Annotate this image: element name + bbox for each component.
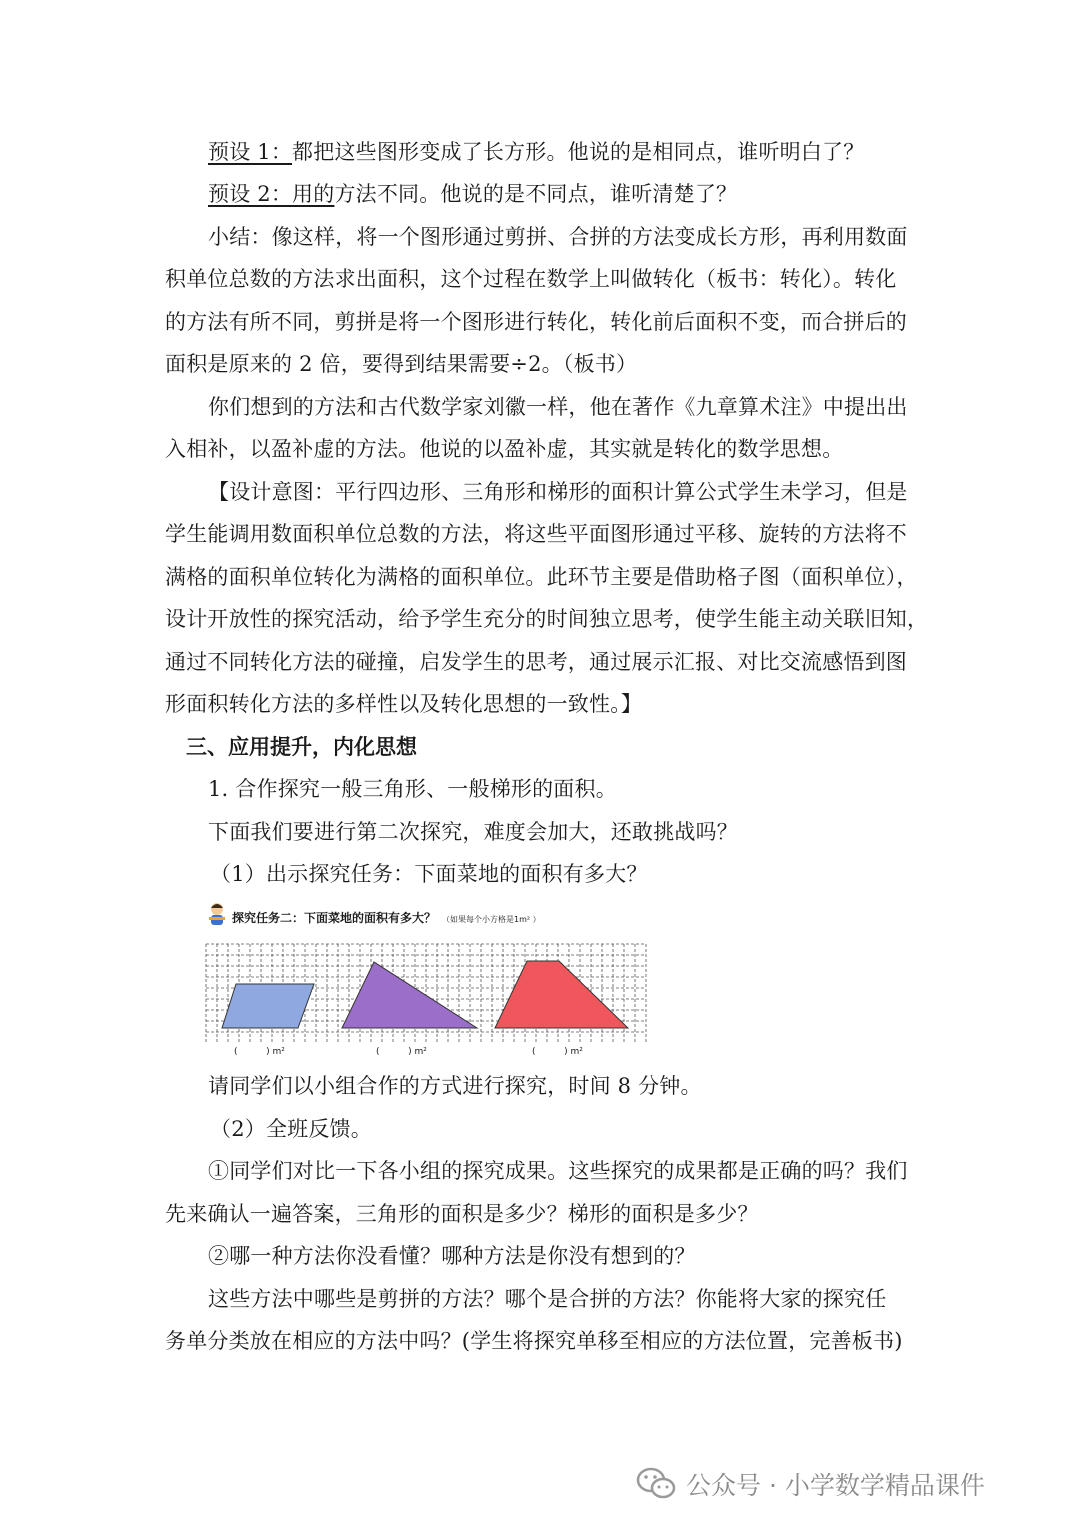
liuhui-line: 你们想到的方法和古代数学家刘徽一样，他在著作《九章算术注》中提出出 [208,395,908,419]
step-1: （1）出示探究任务：下面菜地的面积有多大？ [210,862,648,886]
figure-title-text: 探究任务二：下面菜地的面积有多大？ [232,911,437,925]
trapezoid-shape [495,961,628,1028]
preset-1-label: 预设 1： [208,140,293,164]
task-1: 1. 合作探究一般三角形、一般梯形的面积。 [208,777,617,801]
design-line: 通过不同转化方法的碰撞，启发学生的思考，通过展示汇报、对比交流感悟到图 [165,650,907,674]
exploration-figure [200,900,660,1065]
section-heading: 三、应用提升，内化思想 [186,735,417,759]
group-work: 请同学们以小组合作的方式进行探究，时间 8 分钟。 [208,1074,702,1098]
answer-blank: ( ) m² [376,1047,427,1057]
preset-2-label: 预设 2：用的 [208,182,335,206]
summary-line: 的方法有所不同，剪拼是将一个图形进行转化，转化前后面积不变，而合拼后的 [165,310,907,334]
preset-1 [208,137,920,167]
summary-line: 面积是原来的 2 倍，要得到结果需要÷2。（板书） [165,352,638,376]
liuhui-line: 入相补，以盈补虚的方法。他说的以盈补虚，其实就是转化的数学思想。 [165,437,844,461]
design-line: 满格的面积单位转化为满格的面积单位。此环节主要是借助格子图（面积单位）， [165,565,918,589]
preset-2-text: 方法不同。他说的是不同点，谁听清楚了？ [334,182,738,206]
compare-line: ①同学们对比一下各小组的探究成果。这些探究的成果都是正确的吗？我们 [208,1159,908,1183]
question-2: ②哪一种方法你没看懂？哪种方法是你没有想到的？ [208,1244,696,1268]
step-2: （2）全班反馈。 [210,1117,372,1141]
figure-title [232,909,541,926]
design-line: 设计开放性的探究活动，给予学生充分的时间独立思考，使学生能主动关联旧知， [165,607,929,631]
compare-line: 先来确认一遍答案，三角形的面积是多少？梯形的面积是多少？ [165,1202,759,1226]
design-line: 学生能调用数面积单位总数的方法，将这些平面图形通过平移、旋转的方法将不 [165,522,907,546]
classify-line: 务单分类放在相应的方法中吗？(学生将探究单移至相应的方法位置，完善板书) [165,1329,903,1353]
design-line: 形面积转化方法的多样性以及转化思想的一致性。】 [165,692,643,716]
watermark [636,1464,985,1504]
preset-1-text: 都把这些图形变成了长方形。他说的是相同点，谁听明白了？ [292,140,865,164]
summary-line: 小结：像这样，将一个图形通过剪拼、合拼的方法变成长方形，再利用数面 [208,225,908,249]
preset-2 [208,179,920,209]
classify-line: 这些方法中哪些是剪拼的方法？哪个是合拼的方法？你能将大家的探究任 [208,1287,887,1311]
student-icon [206,902,228,926]
answer-blank: ( ) m² [234,1047,285,1057]
watermark-text: 公众号 · 小学数学精品课件 [686,1471,985,1500]
wechat-icon [636,1467,676,1501]
grid-diagram [200,938,650,1048]
summary-line: 积单位总数的方法求出面积，这个过程在数学上叫做转化（板书：转化）。转化 [165,267,897,291]
parallelogram-shape [222,984,314,1028]
triangle-shape [342,962,477,1028]
figure-note: （如果每个小方格是1m² ） [442,915,541,924]
design-line: 【设计意图：平行四边形、三角形和梯形的面积计算公式学生未学习，但是 [208,480,908,504]
challenge-text: 下面我们要进行第二次探究，难度会加大，还敢挑战吗？ [208,820,738,844]
answer-blank: ( ) m² [532,1047,583,1057]
